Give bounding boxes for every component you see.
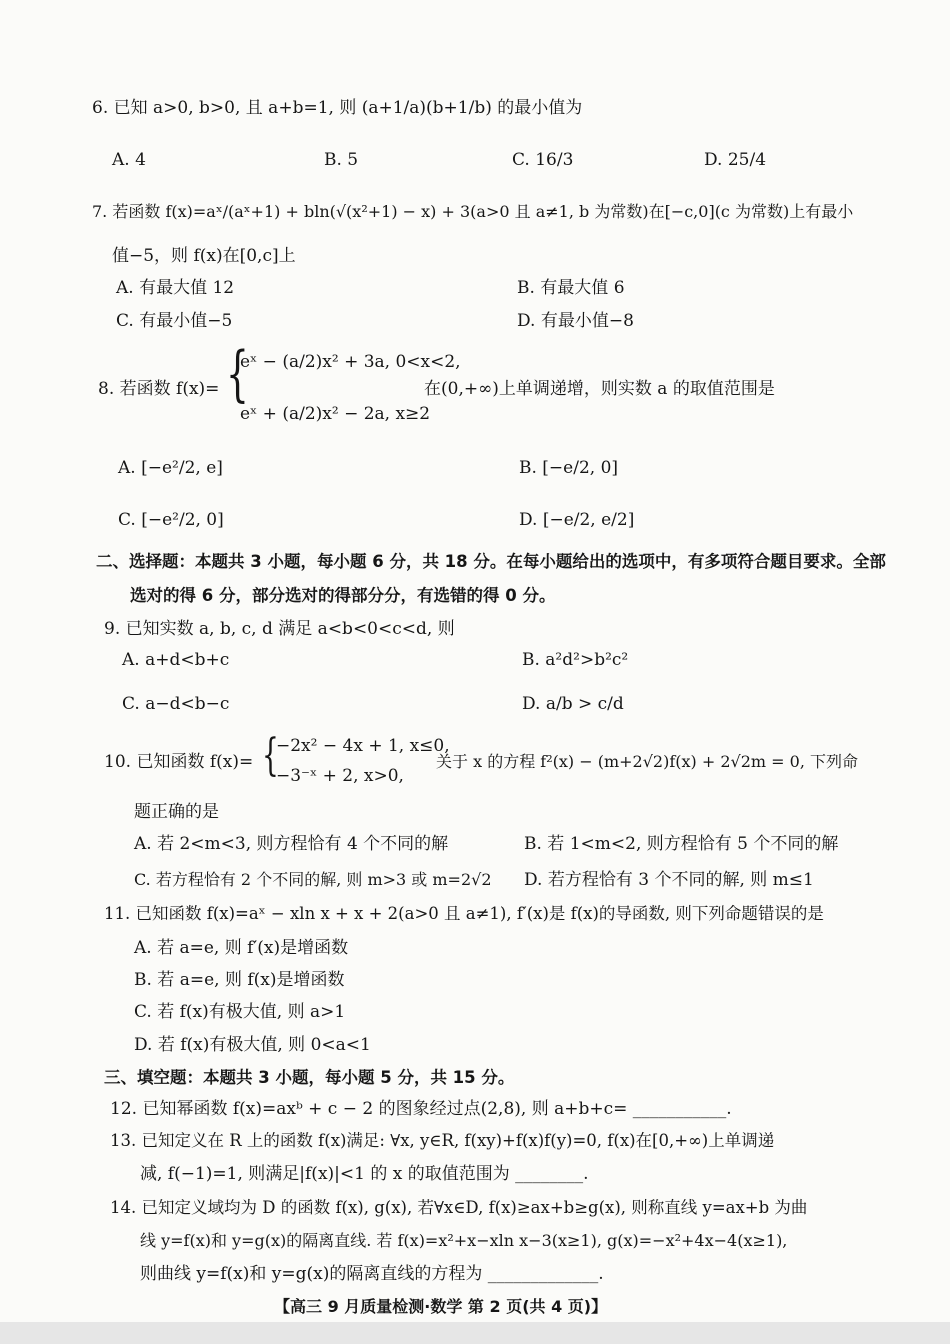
question-12-stem: 12. 已知幂函数 f(x)=axᵇ + c − 2 的图象经过点(2,8), 则 a+b+c= ___________. (110, 1099, 732, 1119)
question-14-stem-line-2: 线 y=f(x)和 y=g(x)的隔离直线. 若 f(x)=x²+x−xln x−3(x≥1), g(x)=−x²+4x−4(x≥1), (140, 1231, 788, 1250)
page-footer: 【高三 9 月质量检测·数学 第 2 页(共 4 页)】 (274, 1297, 608, 1316)
question-8-option-a: A. [−e²/2, e] (118, 458, 223, 478)
question-6-option-c: C. 16/3 (512, 150, 574, 170)
question-8-case-1: eˣ − (a/2)x² + 3a, 0<x<2, (240, 352, 461, 372)
section-3-heading: 三、填空题：本题共 3 小题，每小题 5 分，共 15 分。 (104, 1068, 515, 1087)
question-7-option-d: D. 有最小值−8 (517, 311, 634, 331)
question-14-stem-line-1: 14. 已知定义域均为 D 的函数 f(x), g(x), 若∀x∈D, f(x)≥ax+b≥g(x), 则称直线 y=ax+b 为曲 (110, 1198, 808, 1217)
question-7-option-a: A. 有最大值 12 (116, 278, 235, 298)
question-6-option-d: D. 25/4 (704, 150, 767, 170)
question-14-stem-line-3: 则曲线 y=f(x)和 y=g(x)的隔离直线的方程为 _____________. (140, 1264, 604, 1284)
question-9-option-b: B. a²d²>b²c² (522, 650, 629, 670)
question-10-prefix: 10. 已知函数 f(x)= (104, 752, 254, 772)
question-9-option-d: D. a/b > c/d (522, 694, 624, 714)
question-11-stem: 11. 已知函数 f(x)=aˣ − xln x + x + 2(a>0 且 a≠1), f′(x)是 f(x)的导函数, 则下列命题错误的是 (104, 904, 824, 923)
section-2-heading-line-1: 二、选择题：本题共 3 小题，每小题 6 分，共 18 分。在每小题给出的选项中，有多项符合题目要求。全部 (96, 552, 886, 571)
question-8-suffix: 在(0,+∞)上单调递增，则实数 a 的取值范围是 (424, 379, 775, 399)
question-11-option-a: A. 若 a=e, 则 f′(x)是增函数 (134, 938, 349, 958)
question-10-case-2: −3⁻ˣ + 2, x>0, (276, 766, 404, 786)
question-10-suffix: 关于 x 的方程 f²(x) − (m+2√2)f(x) + 2√2m = 0, 下列命 (436, 752, 858, 771)
question-8-option-c: C. [−e²/2, 0] (118, 510, 224, 530)
question-9-option-c: C. a−d<b−c (122, 694, 230, 714)
question-10-option-b: B. 若 1<m<2, 则方程恰有 5 个不同的解 (524, 834, 839, 854)
question-7-stem-line-1: 7. 若函数 f(x)=aˣ/(aˣ+1) + bln(√(x²+1) − x) + 3(a>0 且 a≠1, b 为常数)在[−c,0](c 为常数)上有最小 (92, 202, 854, 221)
question-11-option-d: D. 若 f(x)有极大值, 则 0<a<1 (134, 1035, 371, 1055)
question-10-case-1: −2x² − 4x + 1, x≤0, (276, 736, 450, 756)
question-9-stem: 9. 已知实数 a, b, c, d 满足 a<b<0<c<d, 则 (104, 619, 455, 639)
question-6-option-a: A. 4 (112, 150, 146, 170)
question-11-option-c: C. 若 f(x)有极大值, 则 a>1 (134, 1002, 346, 1022)
question-10-option-c: C. 若方程恰有 2 个不同的解, 则 m>3 或 m=2√2 (134, 870, 492, 889)
question-8-option-b: B. [−e/2, 0] (519, 458, 619, 478)
question-10-option-d: D. 若方程恰有 3 个不同的解, 则 m≤1 (524, 870, 814, 890)
question-9-option-a: A. a+d<b+c (122, 650, 230, 670)
piecewise-brace-icon: { (262, 730, 279, 781)
question-10-option-a: A. 若 2<m<3, 则方程恰有 4 个不同的解 (134, 834, 449, 854)
piecewise-brace-icon: { (226, 339, 249, 409)
section-2-heading-line-2: 选对的得 6 分，部分选对的得部分分，有选错的得 0 分。 (130, 586, 556, 605)
question-7-option-b: B. 有最大值 6 (517, 278, 625, 298)
question-10-stem-line-2: 题正确的是 (134, 802, 219, 822)
question-8-option-d: D. [−e/2, e/2] (519, 510, 635, 530)
scan-bottom-edge (0, 1322, 950, 1344)
question-11-option-b: B. 若 a=e, 则 f(x)是增函数 (134, 970, 345, 990)
question-8-case-2: eˣ + (a/2)x² − 2a, x≥2 (240, 404, 431, 424)
question-13-stem-line-2: 减, f(−1)=1, 则满足|f(x)|<1 的 x 的取值范围为 ________. (140, 1164, 589, 1184)
question-7-option-c: C. 有最小值−5 (116, 311, 233, 331)
question-6-stem: 6. 已知 a>0, b>0, 且 a+b=1, 则 (a+1/a)(b+1/b) 的最小值为 (92, 98, 583, 118)
question-13-stem-line-1: 13. 已知定义在 R 上的函数 f(x)满足: ∀x, y∈R, f(xy)+f(x)f(y)=0, f(x)在[0,+∞)上单调递 (110, 1131, 775, 1150)
question-7-stem-line-2: 值−5，则 f(x)在[0,c]上 (112, 246, 296, 266)
question-6-option-b: B. 5 (324, 150, 359, 170)
question-8-prefix: 8. 若函数 f(x)= (98, 379, 220, 399)
